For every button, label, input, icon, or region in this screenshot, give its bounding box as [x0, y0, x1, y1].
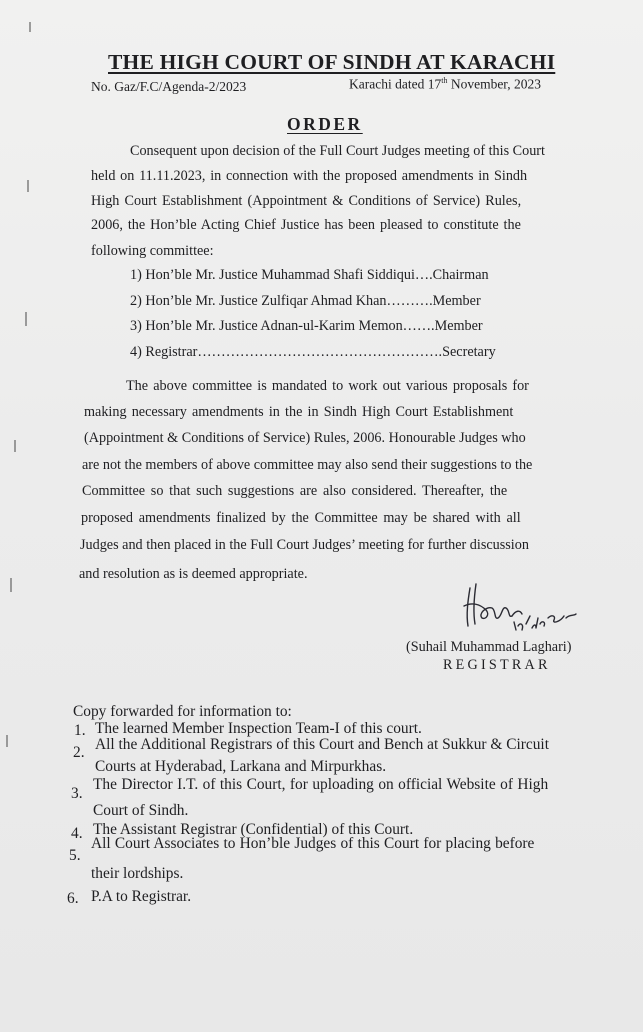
paragraph2-line: The above committee is mandated to work out various proposals for [126, 378, 529, 394]
copy-item-text: their lordships. [91, 865, 184, 882]
committee-item: 2) Hon’ble Mr. Justice Zulfiqar Ahmad Khan……….Member [130, 293, 481, 309]
copy-item-text: All Court Associates to Hon’ble Judges of this Court for placing before [91, 835, 535, 852]
copy-item-text: P.A to Registrar. [91, 888, 192, 905]
date-prefix: Karachi dated 17 [349, 76, 442, 92]
margin-mark [27, 180, 29, 192]
reference-number: No. Gaz/F.C/Agenda-2/2023 [91, 79, 247, 94]
paragraph2-line: Judges and then placed in the Full Court Judges’ meeting for further discussion [80, 537, 529, 553]
paragraph2-line: (Appointment & Conditions of Service) Rules, 2006. Honourable Judges who [84, 430, 526, 446]
margin-mark [25, 312, 27, 326]
committee-item: 4) Registrar…………………………………………….Secretary [130, 344, 496, 360]
copy-item-number: 6. [67, 890, 79, 907]
registrar-designation: REGISTRAR [443, 657, 551, 673]
copy-heading: Copy forwarded for information to: [73, 703, 292, 720]
margin-mark [6, 735, 8, 747]
copy-item-number: 4. [71, 825, 83, 842]
order-heading: ORDER [287, 114, 363, 134]
margin-mark [10, 578, 12, 592]
copy-item-number: 5. [69, 847, 81, 864]
margin-mark [29, 22, 31, 32]
margin-mark [14, 440, 16, 452]
paragraph1-line: Consequent upon decision of the Full Court Judges meeting of this Court [130, 143, 545, 159]
paragraph2-line: and resolution as is deemed appropriate. [79, 566, 308, 582]
paragraph2-line: Committee so that such suggestions are also considered. Thereafter, the [82, 483, 508, 499]
paragraph2-line: are not the members of above committee may also send their suggestions to the [82, 457, 533, 473]
court-title: THE HIGH COURT OF SINDH AT KARACHI [108, 50, 556, 74]
copy-item-text: The Director I.T. of this Court, for uploading on official Website of High [93, 776, 549, 793]
paragraph2-line: proposed amendments finalized by the Committee may be shared with all [81, 510, 521, 526]
paragraph2-line: making necessary amendments in the in Sindh High Court Establishment [84, 404, 514, 420]
date-superscript: th [441, 76, 448, 85]
date-line [349, 76, 541, 93]
copy-item-text: Court of Sindh. [93, 802, 189, 819]
copy-item-number: 2. [73, 744, 85, 761]
paragraph1-line: High Court Establishment (Appointment & Conditions of Service) Rules, [91, 193, 522, 209]
registrar-name: (Suhail Muhammad Laghari) [406, 639, 572, 655]
copy-item-text: Courts at Hyderabad, Larkana and Mirpurkhas. [95, 758, 387, 775]
date-suffix: November, 2023 [447, 76, 542, 92]
copy-item-text: The Assistant Registrar (Confidential) of this Court. [93, 821, 414, 838]
committee-item: 1) Hon’ble Mr. Justice Muhammad Shafi Siddiqui….Chairman [130, 267, 489, 283]
copy-item-text: All the Additional Registrars of this Court and Bench at Sukkur & Circuit [95, 736, 549, 753]
paragraph1-line: held on 11.11.2023, in connection with the proposed amendments in Sindh [91, 168, 528, 184]
copy-item-text: The learned Member Inspection Team-I of this court. [95, 720, 422, 737]
copy-item-number: 3. [71, 785, 83, 802]
paragraph1-line: 2006, the Hon’ble Acting Chief Justice has been pleased to constitute the [91, 217, 521, 233]
paragraph1-line: following committee: [91, 243, 214, 259]
copy-item-number: 1. [74, 722, 86, 739]
committee-item: 3) Hon’ble Mr. Justice Adnan-ul-Karim Memon…….Member [130, 318, 483, 334]
